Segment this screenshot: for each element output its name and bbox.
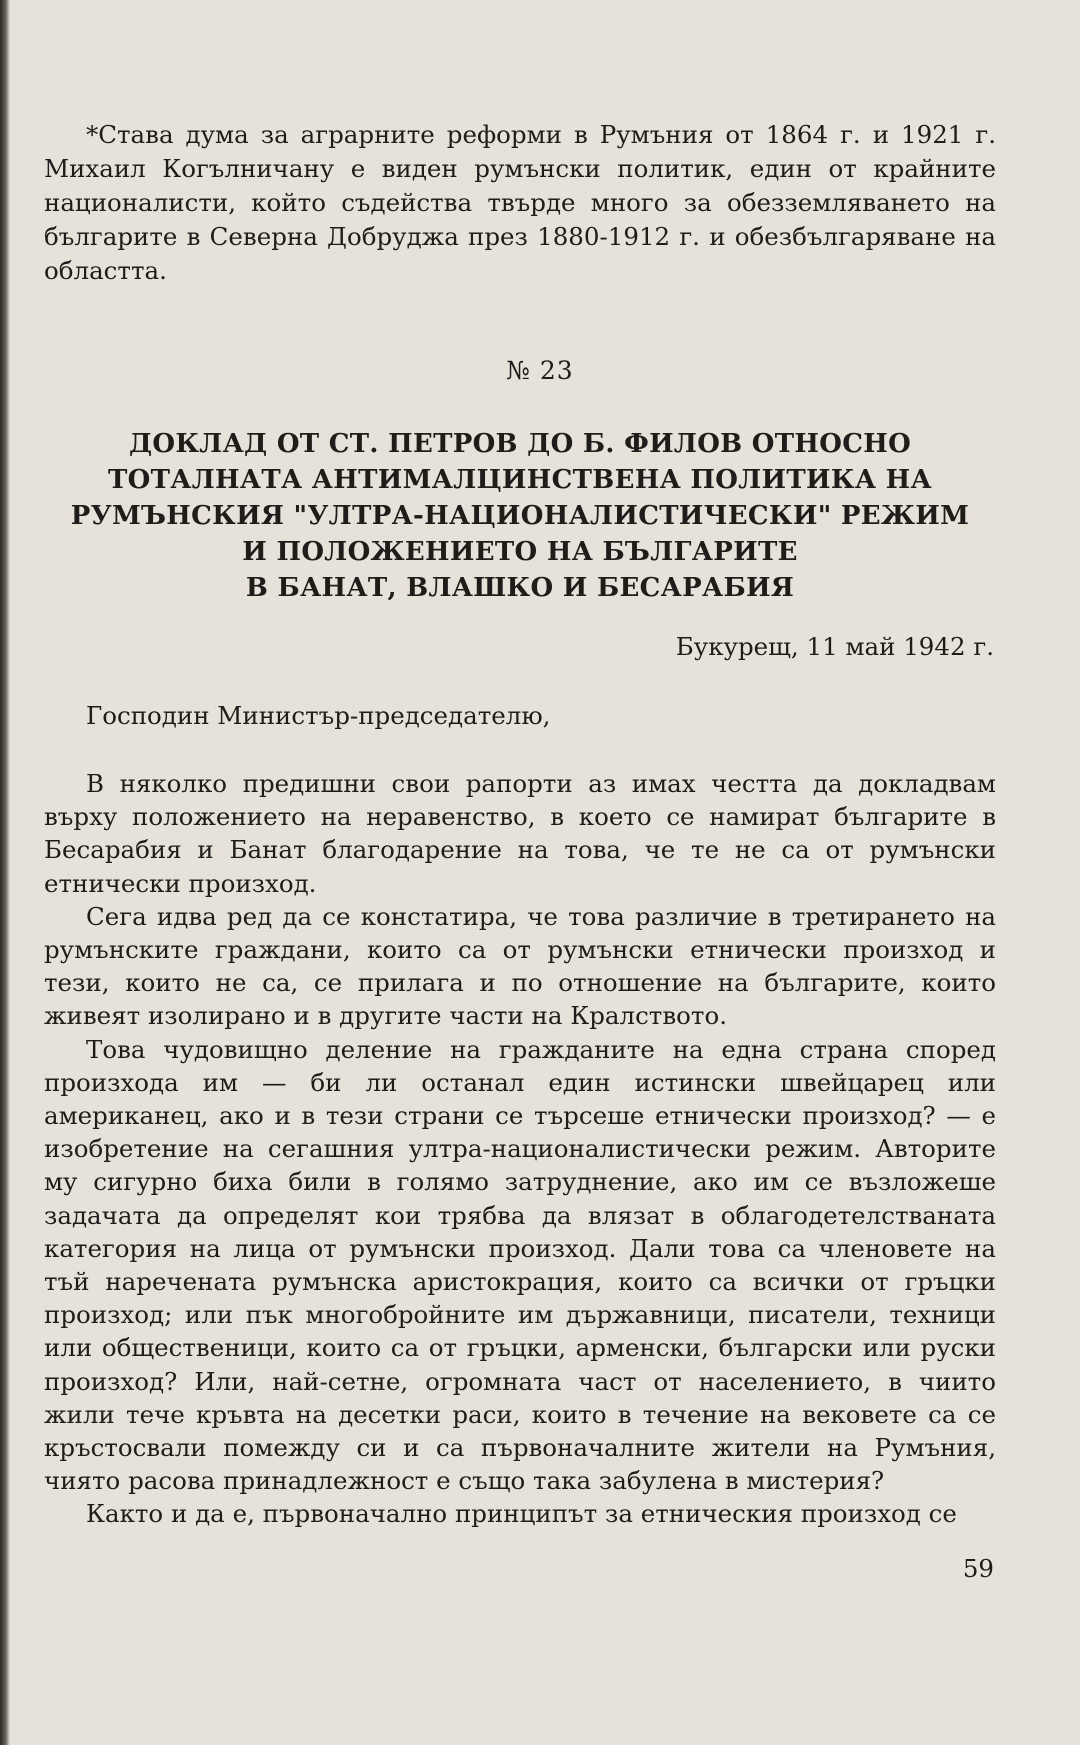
title-line: И ПОЛОЖЕНИЕТО НА БЪЛГАРИТЕ <box>242 537 798 567</box>
paragraph: Както и да е, първоначално принципът за етническия произход се <box>86 1499 957 1529</box>
title-line: ТОТАЛНАТА АНТИМАЛЦИНСТВЕНА ПОЛИТИКА НА <box>107 465 932 495</box>
title-line: ДОКЛАД ОТ СТ. ПЕТРОВ ДО Б. ФИЛОВ ОТНОСНО <box>128 429 912 459</box>
footnote: *Става дума за аграрните реформи в Румъния от 1864 г. и 1921 г. Михаил Когълничану е виден румънски политик, един от крайните националисти, който съдейства твърде много за обезземляването на българите в Северна Добруджа през 1880-1912 г. и обезбългаряване на областта. <box>44 120 996 285</box>
body-text <box>44 767 996 1531</box>
document-title <box>60 426 980 606</box>
page-number: 59 <box>962 1554 994 1583</box>
paragraph: Сега идва ред да се констатира, че това различие в третирането на румънските граждани, които са от румънски етнически произход и тези, които не са, се прилага и по отношение на българите, които живеят изолирано и в другите части на Кралството. <box>44 901 996 1031</box>
salutation: Господин Министър-председателю, <box>86 701 551 730</box>
title-line: В БАНАТ, ВЛАШКО И БЕСАРАБИЯ <box>245 573 795 603</box>
title-line: РУМЪНСКИЯ "УЛТРА-НАЦИОНАЛИСТИЧЕСКИ" РЕЖИМ <box>70 501 970 531</box>
paragraph: В няколко предишни свои рапорти аз имах честта да докладвам върху положението на неравенство, в което се намират българите в Бесарабия и Банат благодарение на това, че те не са от румънски етнически произход. <box>44 769 996 898</box>
document-number: № 23 <box>506 356 574 385</box>
paragraph: Това чудовищно деление на гражданите на една страна според произхода им — би ли останал един истински швейцарец или американец, ако и в тези страни се търсеше етнически произход? — е изобретение на сегашния ултра-националистически режим. Авторите му сигурно биха били в голямо затруднение, ако им се възложеше задачата да определят кои трябва да влязат в облагодетелстваната категория на лица от румънски произход. Дали това са членовете на тъй наречената румънска аристокрация, които са всички от гръцки произход; или пък многобройните им държавници, писатели, техници или общественици, които са от гръцки, арменски, български или руски произход? Или, най-сетне, огромната част от населението, в чиито жили тече кръвта на десетки раси, които в течение на вековете са се кръстосвали помежду си и са първоначалните жители на Румъния, чиято расова принадлежност е също така забулена в мистерия? <box>44 1034 996 1496</box>
place-date: Букурещ, 11 май 1942 г. <box>675 632 994 661</box>
